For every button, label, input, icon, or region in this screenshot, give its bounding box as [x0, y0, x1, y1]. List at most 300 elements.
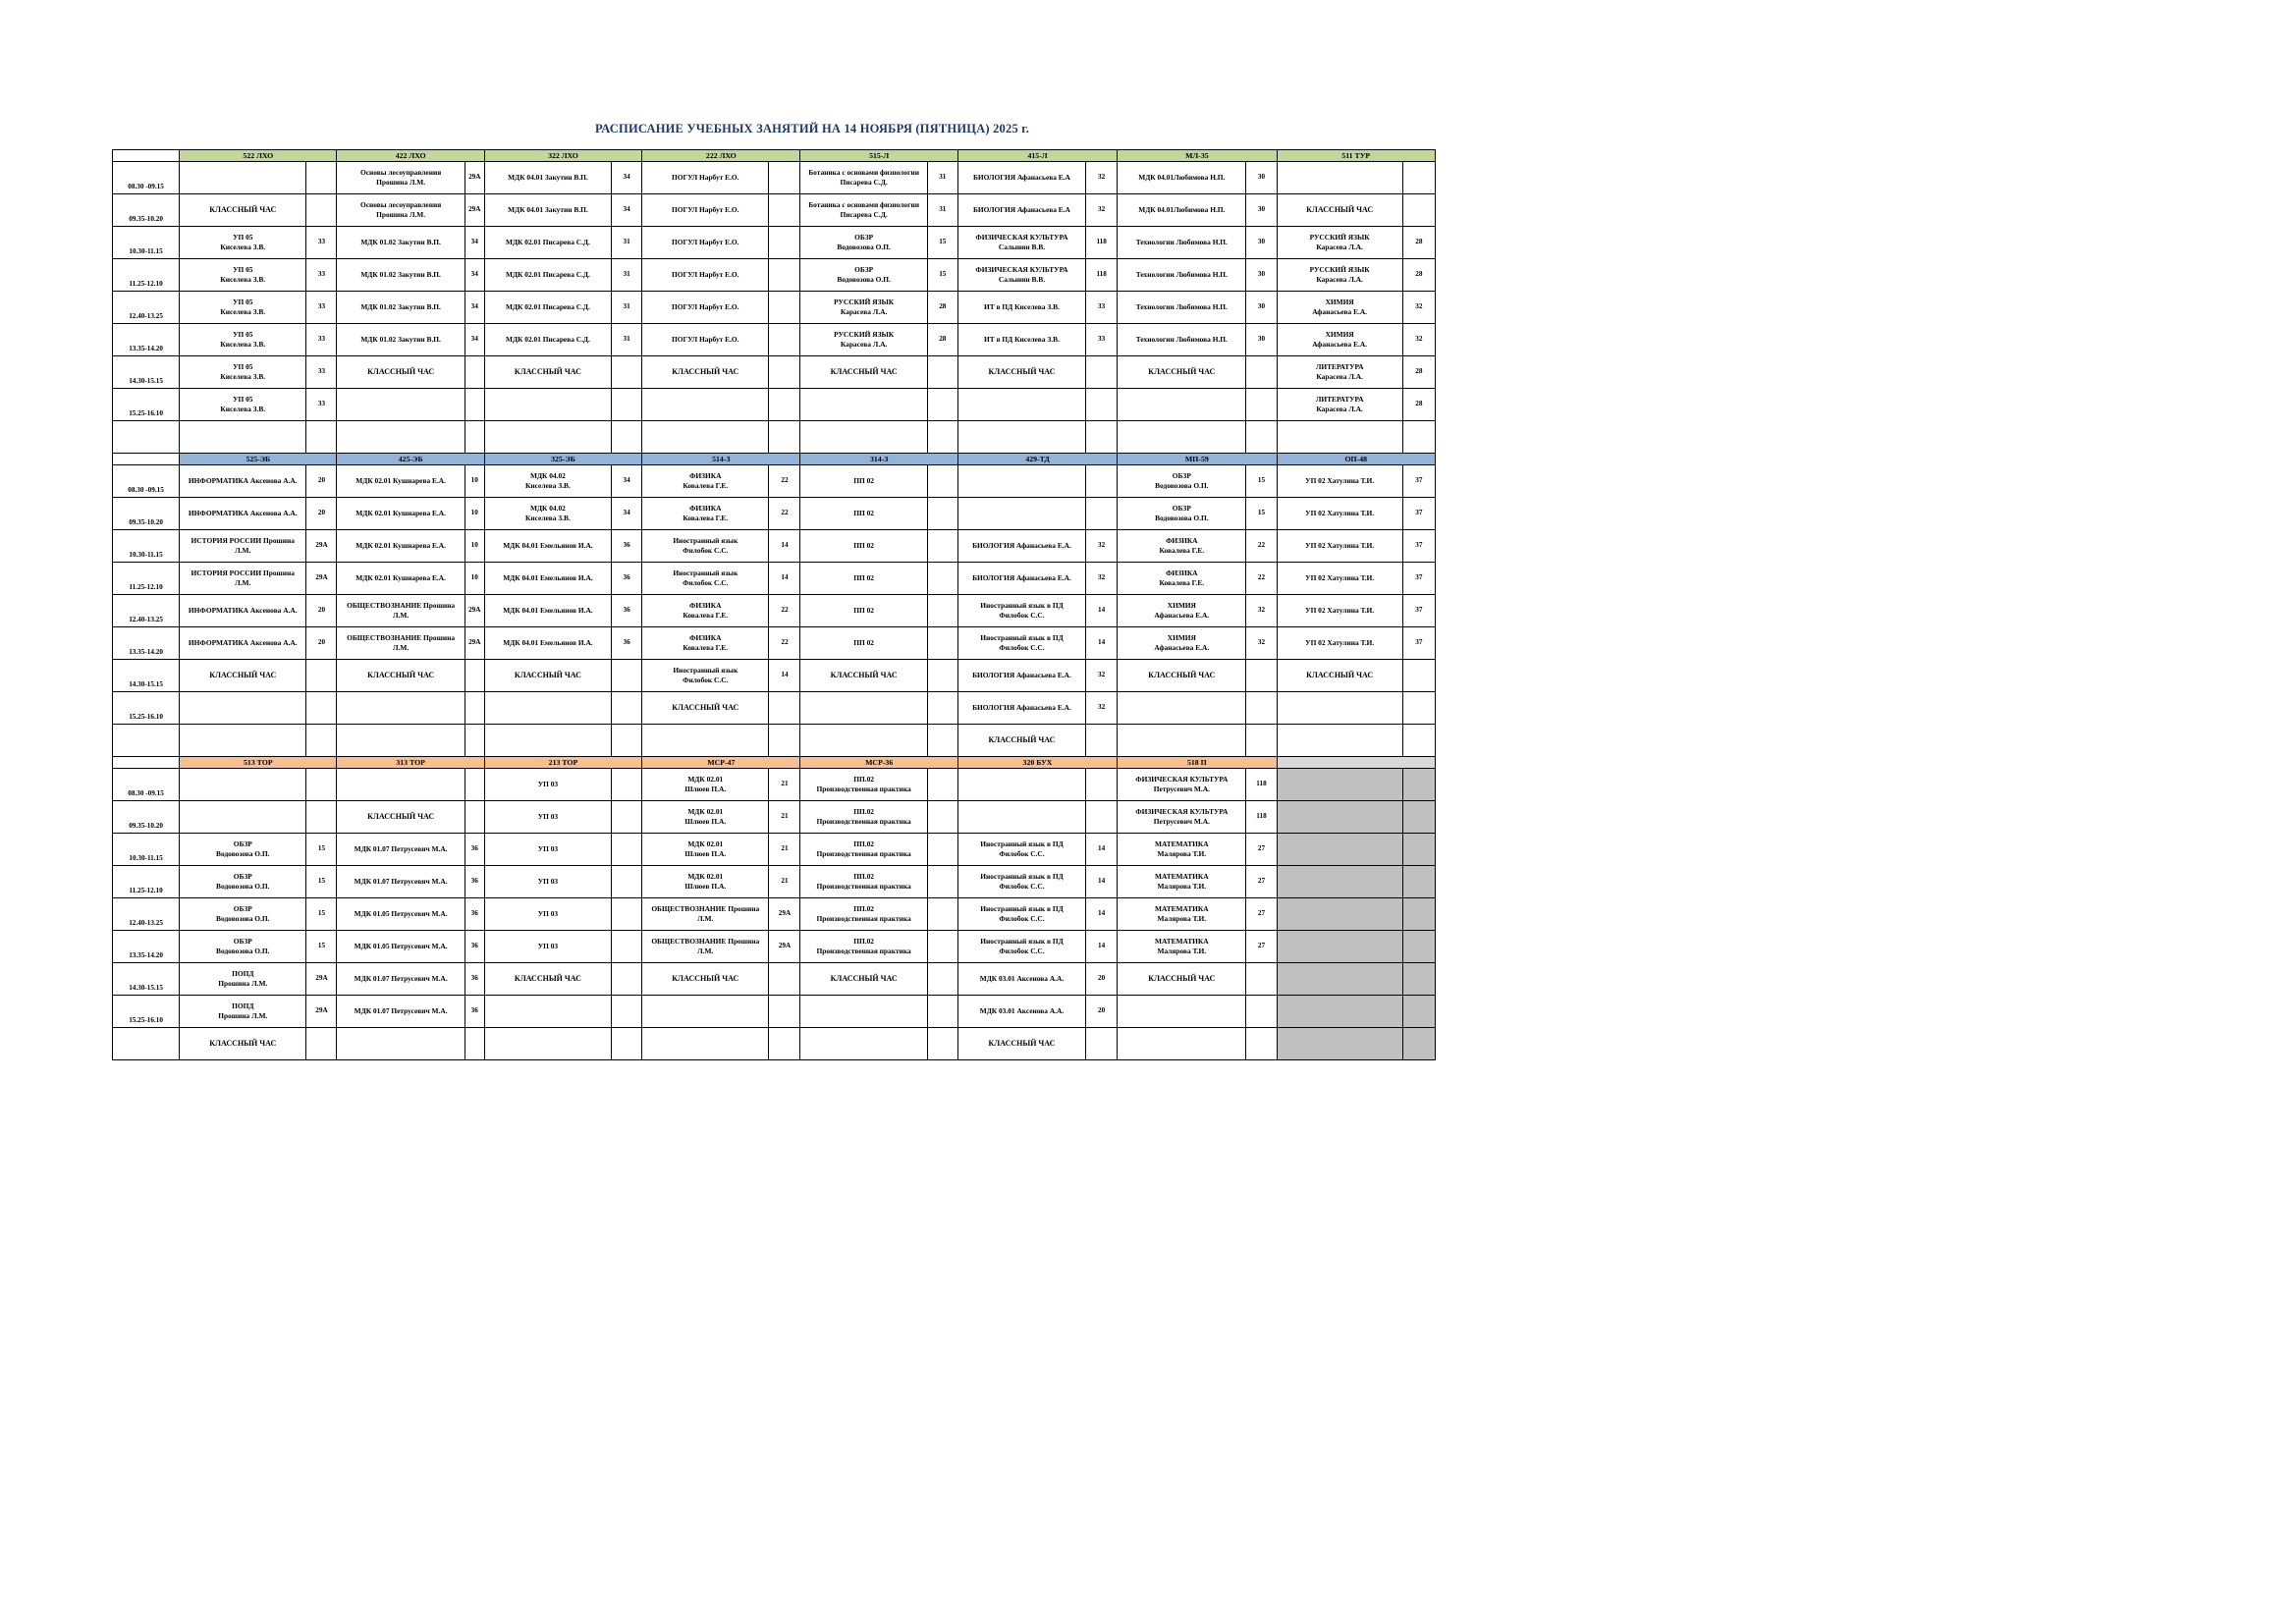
lesson-row	[113, 1028, 1436, 1060]
lesson-cell: Основы лесоуправления Прошина Л.М.	[337, 162, 465, 194]
room-cell: 31	[612, 227, 642, 259]
lesson-cell: ПП.02 Производственная практика	[800, 769, 927, 801]
lesson-cell	[1118, 996, 1246, 1028]
lesson-cell	[642, 996, 769, 1028]
lesson-cell	[1277, 162, 1402, 194]
lesson-cell: МАТЕМАТИКА Малярова Т.И.	[1118, 866, 1246, 898]
lesson-cell: КЛАССНЫЙ ЧАС	[800, 963, 927, 996]
lesson-cell: КЛАССНЫЙ ЧАС	[957, 725, 1085, 757]
lesson-cell: КЛАССНЫЙ ЧАС	[180, 660, 306, 692]
lesson-cell	[1277, 769, 1402, 801]
time-slot	[113, 1028, 180, 1060]
lesson-cell: БИОЛОГИЯ Афанасьева Е.А	[957, 194, 1085, 227]
room-cell	[1246, 725, 1277, 757]
room-cell: 10	[465, 563, 484, 595]
room-cell	[927, 660, 957, 692]
lesson-cell: ФИЗИЧЕСКАЯ КУЛЬТУРА Салынин В.В.	[957, 227, 1085, 259]
room-cell: 15	[927, 259, 957, 292]
lesson-cell	[957, 465, 1085, 498]
lesson-cell: УП 03	[484, 898, 611, 931]
time-slot: 10.30-11.15	[113, 834, 180, 866]
room-cell: 32	[1086, 660, 1118, 692]
lesson-cell: БИОЛОГИЯ Афанасьева Е.А.	[957, 692, 1085, 725]
room-cell	[612, 834, 642, 866]
lesson-cell: ФИЗИЧЕСКАЯ КУЛЬТУРА Петрусевич М.А.	[1118, 801, 1246, 834]
lesson-row	[113, 898, 1436, 931]
time-slot: 13.35-14.20	[113, 324, 180, 356]
lesson-cell	[642, 421, 769, 454]
lesson-cell	[957, 801, 1085, 834]
lesson-cell	[180, 769, 306, 801]
room-cell	[612, 931, 642, 963]
room-cell	[612, 801, 642, 834]
lesson-cell: Иностранный язык в ПД Филобок С.С.	[957, 931, 1085, 963]
lesson-cell	[957, 769, 1085, 801]
lesson-row	[113, 162, 1436, 194]
lesson-cell: МДК 01.07 Петрусевич М.А.	[337, 963, 465, 996]
lesson-cell: Иностранный язык Филобок С.С.	[642, 563, 769, 595]
room-cell	[465, 660, 484, 692]
lesson-cell: КЛАССНЫЙ ЧАС	[337, 356, 465, 389]
room-cell	[769, 194, 800, 227]
lesson-cell: КЛАССНЫЙ ЧАС	[800, 356, 927, 389]
room-cell	[1086, 725, 1118, 757]
group-header: 429-ТД	[957, 454, 1117, 465]
room-cell: 30	[1246, 259, 1277, 292]
lesson-cell: УП 03	[484, 866, 611, 898]
lesson-row	[113, 498, 1436, 530]
room-cell	[769, 259, 800, 292]
room-cell: 28	[927, 292, 957, 324]
lesson-cell: Технологии Любимова Н.П.	[1118, 227, 1246, 259]
room-cell	[927, 769, 957, 801]
lesson-cell: Технологии Любимова Н.П.	[1118, 324, 1246, 356]
lesson-cell	[800, 389, 927, 421]
room-cell	[769, 996, 800, 1028]
room-cell	[769, 692, 800, 725]
room-cell	[927, 627, 957, 660]
room-cell: 37	[1402, 498, 1435, 530]
room-cell: 15	[927, 227, 957, 259]
room-cell: 31	[612, 324, 642, 356]
lesson-cell: ПП.02 Производственная практика	[800, 834, 927, 866]
lesson-row	[113, 834, 1436, 866]
lesson-cell: ФИЗИКА Ковалева Г.Е.	[642, 627, 769, 660]
lesson-cell: КЛАССНЫЙ ЧАС	[642, 963, 769, 996]
room-cell	[1086, 801, 1118, 834]
room-cell: 21	[769, 769, 800, 801]
room-cell	[769, 963, 800, 996]
room-cell: 22	[769, 627, 800, 660]
room-cell	[1402, 963, 1435, 996]
lesson-row	[113, 660, 1436, 692]
room-cell: 14	[1086, 866, 1118, 898]
lesson-cell: ИСТОРИЯ РОССИИ Прошина Л.М.	[180, 530, 306, 563]
lesson-cell: ХИМИЯ Афанасьева Е.А.	[1277, 292, 1402, 324]
lesson-cell: ХИМИЯ Афанасьева Е.А.	[1118, 627, 1246, 660]
lesson-cell	[484, 996, 611, 1028]
room-cell: 22	[1246, 563, 1277, 595]
room-cell: 34	[612, 162, 642, 194]
room-cell	[612, 898, 642, 931]
room-cell: 32	[1246, 595, 1277, 627]
group-header: 415-Л	[957, 150, 1117, 162]
time-slot: 14.30-15.15	[113, 660, 180, 692]
room-cell: 20	[306, 498, 337, 530]
room-cell: 31	[612, 259, 642, 292]
lesson-cell	[1277, 725, 1402, 757]
room-cell: 29А	[306, 996, 337, 1028]
lesson-cell: МДК 02.01 Шлюев П.А.	[642, 834, 769, 866]
room-cell: 34	[612, 498, 642, 530]
room-cell: 28	[1402, 259, 1435, 292]
room-cell: 29А	[465, 595, 484, 627]
lesson-cell: ИТ в ПД Киселева З.В.	[957, 324, 1085, 356]
room-cell: 30	[1246, 227, 1277, 259]
time-slot: 13.35-14.20	[113, 627, 180, 660]
room-cell	[1086, 1028, 1118, 1060]
room-cell: 15	[1246, 498, 1277, 530]
room-cell	[1402, 1028, 1435, 1060]
room-cell: 37	[1402, 465, 1435, 498]
room-cell: 14	[769, 530, 800, 563]
lesson-cell: ПП.02 Производственная практика	[800, 801, 927, 834]
lesson-row	[113, 563, 1436, 595]
lesson-row	[113, 389, 1436, 421]
group-header: 514-З	[642, 454, 800, 465]
room-cell	[1086, 421, 1118, 454]
time-slot: 15.25-16.10	[113, 692, 180, 725]
lesson-cell: МДК 01.02 Закутин В.П.	[337, 259, 465, 292]
room-cell	[927, 530, 957, 563]
room-cell: 34	[465, 324, 484, 356]
lesson-row	[113, 194, 1436, 227]
lesson-row	[113, 996, 1436, 1028]
lesson-cell: ИНФОРМАТИКА Аксенова А.А.	[180, 627, 306, 660]
lesson-row	[113, 769, 1436, 801]
room-cell: 32	[1086, 563, 1118, 595]
lesson-row	[113, 595, 1436, 627]
lesson-cell: Ботаника с основами физиологии Писарева С.Д.	[800, 162, 927, 194]
room-cell	[465, 1028, 484, 1060]
room-cell	[927, 356, 957, 389]
room-cell	[306, 421, 337, 454]
group-header: 325-ЭБ	[484, 454, 641, 465]
room-cell	[1086, 389, 1118, 421]
room-cell: 29А	[306, 563, 337, 595]
lesson-cell: КЛАССНЫЙ ЧАС	[642, 692, 769, 725]
lesson-cell	[800, 996, 927, 1028]
lesson-cell	[957, 421, 1085, 454]
lesson-cell: МДК 02.01 Писарева С.Д.	[484, 259, 611, 292]
lesson-cell	[484, 1028, 611, 1060]
time-header-cell	[113, 757, 180, 769]
room-cell: 36	[465, 898, 484, 931]
room-cell: 27	[1246, 834, 1277, 866]
lesson-cell	[1118, 1028, 1246, 1060]
room-cell: 32	[1086, 194, 1118, 227]
lesson-cell: МДК 02.01 Кушнарева Е.А.	[337, 563, 465, 595]
lesson-cell: УП 05 Киселева З.В.	[180, 227, 306, 259]
lesson-cell: ФИЗИКА Ковалева Г.Е.	[642, 498, 769, 530]
lesson-row	[113, 259, 1436, 292]
room-cell: 36	[612, 627, 642, 660]
page-title: РАСПИСАНИЕ УЧЕБНЫХ ЗАНЯТИЙ НА 14 НОЯБРЯ (ПЯТНИЦА) 2025 г.	[594, 122, 1030, 135]
lesson-cell	[1277, 1028, 1402, 1060]
lesson-cell: КЛАССНЫЙ ЧАС	[484, 356, 611, 389]
lesson-cell	[484, 692, 611, 725]
group-header	[1277, 757, 1435, 769]
time-slot: 09.35-10.20	[113, 801, 180, 834]
lesson-cell: МДК 02.01 Писарева С.Д.	[484, 227, 611, 259]
lesson-row	[113, 866, 1436, 898]
room-cell	[927, 801, 957, 834]
room-cell: 28	[1402, 389, 1435, 421]
room-cell	[1402, 769, 1435, 801]
room-cell	[927, 996, 957, 1028]
room-cell: 27	[1246, 931, 1277, 963]
lesson-cell: ОБЗР Водовозова О.П.	[180, 866, 306, 898]
room-cell	[612, 389, 642, 421]
lesson-cell: МДК 04.01 Емельянов И.А.	[484, 563, 611, 595]
lesson-cell: УП 05 Киселева З.В.	[180, 389, 306, 421]
lesson-cell: МАТЕМАТИКА Малярова Т.И.	[1118, 898, 1246, 931]
room-cell	[769, 356, 800, 389]
group-header: 425-ЭБ	[337, 454, 484, 465]
room-cell: 15	[1246, 465, 1277, 498]
room-cell	[1246, 692, 1277, 725]
time-slot: 12.40-13.25	[113, 898, 180, 931]
lesson-cell: ОБЩЕСТВОЗНАНИЕ Прошина Л.М.	[337, 627, 465, 660]
room-cell	[612, 769, 642, 801]
room-cell: 31	[927, 194, 957, 227]
room-cell	[1402, 194, 1435, 227]
lesson-cell: УП 05 Киселева З.В.	[180, 259, 306, 292]
room-cell: 30	[1246, 324, 1277, 356]
lesson-row	[113, 324, 1436, 356]
lesson-cell: МДК 02.01 Шлюев П.А.	[642, 801, 769, 834]
lesson-cell: ПОГУЛ Нарбут Е.О.	[642, 292, 769, 324]
room-cell	[1402, 834, 1435, 866]
lesson-cell: ПОПД Прошина Л.М.	[180, 963, 306, 996]
room-cell	[1246, 1028, 1277, 1060]
time-slot: 09.35-10.20	[113, 498, 180, 530]
group-header: МСР-36	[800, 757, 957, 769]
lesson-cell: МДК 04.01 Емельянов И.А.	[484, 595, 611, 627]
lesson-cell	[337, 692, 465, 725]
room-cell: 29А	[306, 530, 337, 563]
time-slot: 14.30-15.15	[113, 356, 180, 389]
room-cell	[927, 595, 957, 627]
room-cell: 30	[1246, 162, 1277, 194]
room-cell	[306, 725, 337, 757]
lesson-cell: МДК 04.02 Киселева З.В.	[484, 498, 611, 530]
lesson-cell: Иностранный язык Филобок С.С.	[642, 530, 769, 563]
lesson-cell: ОБЗР Водовозова О.П.	[180, 834, 306, 866]
room-cell	[1246, 421, 1277, 454]
room-cell	[306, 194, 337, 227]
lesson-cell: КЛАССНЫЙ ЧАС	[337, 660, 465, 692]
lesson-cell: МДК 04.01 Емельянов И.А.	[484, 627, 611, 660]
room-cell	[927, 692, 957, 725]
lesson-row	[113, 465, 1436, 498]
lesson-cell: КЛАССНЫЙ ЧАС	[957, 356, 1085, 389]
lesson-cell: МДК 04.01Любимова Н.П.	[1118, 162, 1246, 194]
room-cell	[612, 866, 642, 898]
room-cell: 33	[306, 227, 337, 259]
room-cell	[769, 324, 800, 356]
room-cell: 28	[1402, 356, 1435, 389]
time-header-cell	[113, 454, 180, 465]
lesson-cell: Технологии Любимова Н.П.	[1118, 292, 1246, 324]
lesson-row	[113, 530, 1436, 563]
room-cell	[1402, 162, 1435, 194]
time-slot: 11.25-12.10	[113, 259, 180, 292]
time-slot: 13.35-14.20	[113, 931, 180, 963]
lesson-cell: УП 02 Хатулина Т.И.	[1277, 530, 1402, 563]
lesson-cell: ПОГУЛ Нарбут Е.О.	[642, 194, 769, 227]
lesson-cell: ФИЗИЧЕСКАЯ КУЛЬТУРА Петрусевич М.А.	[1118, 769, 1246, 801]
lesson-cell: Иностранный язык в ПД Филобок С.С.	[957, 834, 1085, 866]
lesson-cell	[484, 725, 611, 757]
room-cell: 33	[306, 259, 337, 292]
room-cell	[612, 725, 642, 757]
time-header-cell	[113, 150, 180, 162]
room-cell: 36	[465, 866, 484, 898]
lesson-cell: МДК 01.05 Петрусевич М.А.	[337, 898, 465, 931]
group-header: МСР-47	[642, 757, 800, 769]
lesson-cell	[800, 725, 927, 757]
room-cell: 33	[1086, 292, 1118, 324]
room-cell	[465, 769, 484, 801]
lesson-cell: МДК 04.01Любимова Н.П.	[1118, 194, 1246, 227]
lesson-cell: ФИЗИКА Ковалева Г.Е.	[642, 465, 769, 498]
room-cell	[1402, 801, 1435, 834]
room-cell: 34	[465, 227, 484, 259]
lesson-cell: КЛАССНЫЙ ЧАС	[800, 660, 927, 692]
room-cell: 14	[1086, 595, 1118, 627]
lesson-cell: Иностранный язык в ПД Филобок С.С.	[957, 627, 1085, 660]
room-cell	[1402, 898, 1435, 931]
lesson-cell: УП 05 Киселева З.В.	[180, 356, 306, 389]
room-cell	[927, 1028, 957, 1060]
time-slot: 10.30-11.15	[113, 227, 180, 259]
lesson-cell: ИНФОРМАТИКА Аксенова А.А.	[180, 595, 306, 627]
lesson-cell: ОБЗР Водовозова О.П.	[800, 259, 927, 292]
lesson-cell: УП 03	[484, 769, 611, 801]
room-cell: 36	[465, 996, 484, 1028]
room-cell: 14	[769, 563, 800, 595]
lesson-cell	[337, 389, 465, 421]
room-cell	[306, 801, 337, 834]
room-cell: 118	[1086, 227, 1118, 259]
lesson-cell: Иностранный язык Филобок С.С.	[642, 660, 769, 692]
room-cell: 36	[465, 963, 484, 996]
lesson-row	[113, 627, 1436, 660]
room-cell: 33	[306, 324, 337, 356]
room-cell: 14	[769, 660, 800, 692]
lesson-cell: МДК 01.07 Петрусевич М.А.	[337, 996, 465, 1028]
room-cell	[769, 389, 800, 421]
room-cell	[306, 769, 337, 801]
room-cell	[1246, 389, 1277, 421]
lesson-cell: ИНФОРМАТИКА Аксенова А.А.	[180, 498, 306, 530]
room-cell: 29А	[769, 931, 800, 963]
room-cell	[1246, 996, 1277, 1028]
room-cell: 37	[1402, 595, 1435, 627]
room-cell: 15	[306, 834, 337, 866]
lesson-cell: УП 02 Хатулина Т.И.	[1277, 498, 1402, 530]
lesson-cell: МДК 04.02 Киселева З.В.	[484, 465, 611, 498]
lesson-cell: РУССКИЙ ЯЗЫК Карасева Л.А.	[800, 324, 927, 356]
lesson-cell: БИОЛОГИЯ Афанасьева Е.А.	[957, 530, 1085, 563]
room-cell	[306, 660, 337, 692]
room-cell: 29А	[769, 898, 800, 931]
lesson-cell	[484, 389, 611, 421]
lesson-cell: ФИЗИКА Ковалева Г.Е.	[642, 595, 769, 627]
lesson-row	[113, 356, 1436, 389]
lesson-cell: ИНФОРМАТИКА Аксенова А.А.	[180, 465, 306, 498]
lesson-cell: МДК 04.01 Емельянов И.А.	[484, 530, 611, 563]
lesson-cell: ПП 02	[800, 498, 927, 530]
lesson-cell	[957, 498, 1085, 530]
lesson-cell: ПОГУЛ Нарбут Е.О.	[642, 324, 769, 356]
room-cell: 30	[1246, 292, 1277, 324]
room-cell: 21	[769, 801, 800, 834]
room-cell	[927, 465, 957, 498]
lesson-cell: Технологии Любимова Н.П.	[1118, 259, 1246, 292]
lesson-cell: МАТЕМАТИКА Малярова Т.И.	[1118, 834, 1246, 866]
room-cell: 22	[769, 595, 800, 627]
lesson-cell	[1277, 898, 1402, 931]
lesson-cell: КЛАССНЫЙ ЧАС	[180, 194, 306, 227]
lesson-cell	[1277, 996, 1402, 1028]
lesson-cell: РУССКИЙ ЯЗЫК Карасева Л.А.	[1277, 227, 1402, 259]
room-cell	[465, 725, 484, 757]
lesson-cell	[180, 725, 306, 757]
lesson-cell: Иностранный язык в ПД Филобок С.С.	[957, 866, 1085, 898]
group-header-row	[113, 150, 1436, 162]
lesson-cell	[1118, 421, 1246, 454]
lesson-row	[113, 227, 1436, 259]
lesson-cell: ИТ в ПД Киселева З.В.	[957, 292, 1085, 324]
lesson-cell: ИСТОРИЯ РОССИИ Прошина Л.М.	[180, 563, 306, 595]
lesson-cell: ОБЗР Водовозова О.П.	[180, 931, 306, 963]
lesson-cell: МДК 02.01 Кушнарева Е.А.	[337, 530, 465, 563]
group-header: 518 П	[1118, 757, 1277, 769]
group-header: ОП-48	[1277, 454, 1435, 465]
lesson-cell: Иностранный язык в ПД Филобок С.С.	[957, 595, 1085, 627]
group-header: 525-ЭБ	[180, 454, 337, 465]
lesson-cell	[337, 1028, 465, 1060]
lesson-cell: МДК 01.02 Закутин В.П.	[337, 324, 465, 356]
room-cell: 37	[1402, 563, 1435, 595]
lesson-cell	[800, 421, 927, 454]
lesson-cell: МДК 01.07 Петрусевич М.А.	[337, 834, 465, 866]
lesson-cell	[337, 769, 465, 801]
lesson-cell: МДК 03.01 Аксенова А.А.	[957, 996, 1085, 1028]
room-cell: 118	[1246, 801, 1277, 834]
room-cell: 37	[1402, 530, 1435, 563]
room-cell	[465, 692, 484, 725]
lesson-cell	[1277, 801, 1402, 834]
room-cell	[612, 1028, 642, 1060]
room-cell	[465, 801, 484, 834]
lesson-row	[113, 725, 1436, 757]
lesson-cell: КЛАССНЫЙ ЧАС	[1277, 660, 1402, 692]
room-cell	[1086, 356, 1118, 389]
lesson-row	[113, 963, 1436, 996]
